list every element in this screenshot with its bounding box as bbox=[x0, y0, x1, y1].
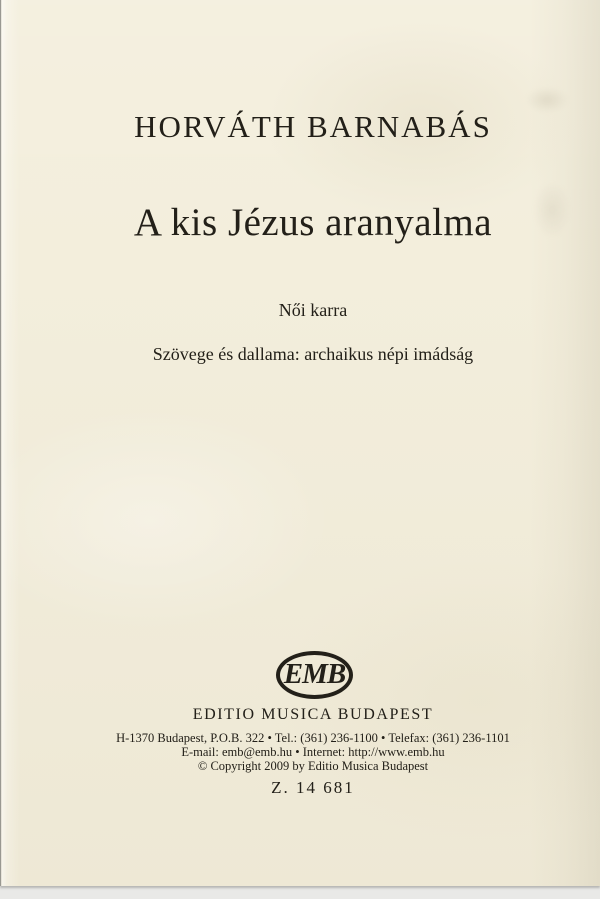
emb-logo-text: EMB bbox=[283, 657, 346, 690]
copyright-line: © Copyright 2009 by Editio Musica Budapest bbox=[197, 759, 429, 773]
scoring-note: Női karra bbox=[278, 300, 348, 320]
composer-name: HORVÁTH BARNABÁS bbox=[134, 109, 492, 144]
publisher-address-line: H-1370 Budapest, P.O.B. 322 • Tel.: (361) 236-1100 • Telefax: (361) 236-1101 bbox=[116, 731, 510, 745]
emb-publisher-logo bbox=[276, 651, 353, 699]
publisher-contact-line: E-mail: emb@emb.hu • Internet: http://www.emb.hu bbox=[181, 745, 445, 759]
source-note: Szövege és dallama: archaikus népi imádság bbox=[152, 344, 474, 364]
plate-number: Z. 14 681 bbox=[271, 778, 355, 797]
work-title: A kis Jézus aranyalma bbox=[133, 201, 493, 244]
publisher-name: EDITIO MUSICA BUDAPEST bbox=[192, 706, 434, 723]
page-spine-edge bbox=[0, 0, 1, 886]
